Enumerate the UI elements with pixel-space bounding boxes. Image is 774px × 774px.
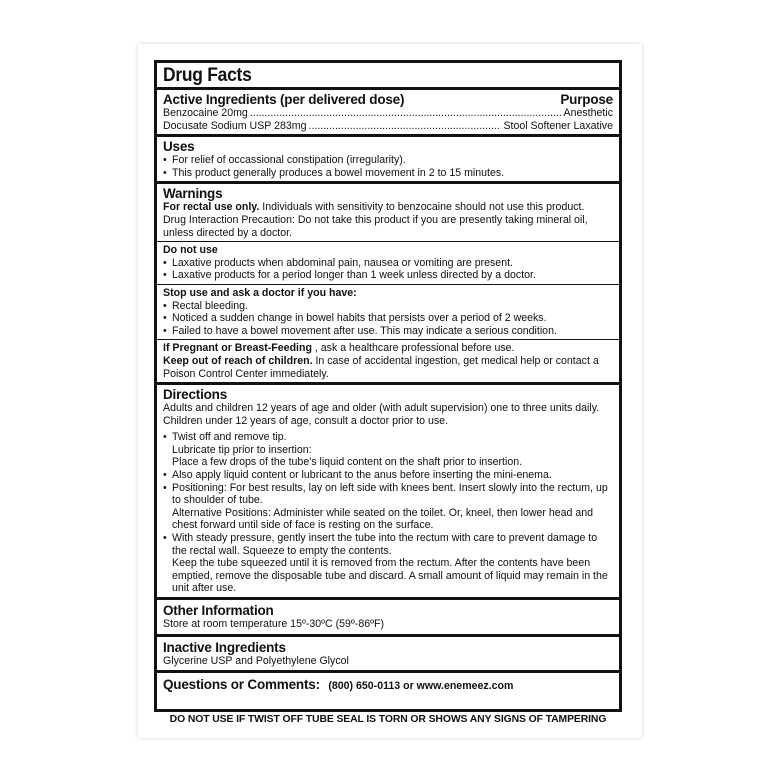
interaction-text: Drug Interaction Precaution: Do not take this product if you are presently taking mineral oil, unless directed by a doctor. [163, 213, 588, 239]
active-ingredients-section [157, 90, 619, 137]
step-line: Alternative Positions: Administer while seated on the toilet. Or, kneel, then lower head and chest forward until side of face is resting on the surface. [172, 506, 594, 532]
inactive-ingredients-header: Inactive Ingredients [163, 639, 286, 655]
list-item: • Rectal bleeding. [163, 299, 248, 312]
title-section [157, 63, 619, 90]
warnings-section [157, 184, 619, 385]
divider [157, 284, 619, 285]
do-not-use-header: Do not use [163, 244, 218, 257]
purpose-header: Purpose [560, 92, 613, 107]
other-information-header: Other Information [163, 603, 274, 618]
ingredient-purpose: Anesthetic [563, 107, 613, 119]
questions-section [157, 673, 619, 696]
drug-facts-panel [154, 60, 622, 712]
list-item: • Failed to have a bowel movement after use. This may indicate a serious condition. [163, 324, 557, 337]
ingredient-row [163, 107, 613, 120]
list-item: • With steady pressure, gently insert the tube into the rectum with care to prevent damage to the rectal wall. Squeeze to empty the contents. [163, 532, 598, 557]
directions-section [157, 385, 619, 600]
list-item: • For relief of occassional constipation (irregularity). [163, 154, 406, 167]
uses-section [157, 137, 619, 184]
step-line: Place a few drops of the tube's liquid content on the shaft prior to insertion. [172, 456, 523, 469]
other-information-section [157, 600, 619, 637]
stop-use-header: Stop use and ask a doctor if you have: [163, 286, 357, 299]
list-item: • Laxative products when abdominal pain, nausea or vomiting are present. [163, 256, 513, 269]
rectal-use-text: For rectal use only. Individuals with sensitivity to benzocaine should not use this product. [163, 201, 585, 214]
directions-header: Directions [163, 387, 228, 403]
questions-header: Questions or Comments: [163, 677, 320, 693]
step-line: Keep the tube squeezed until it is removed from the rectum. After the contents have been emptied, remove the disposable tube and discard. A small amount of liquid may remain in the unit after use. [172, 557, 608, 595]
tamper-warning: DO NOT USE IF TWIST OFF TUBE SEAL IS TORN OR SHOWS ANY SIGNS OF TAMPERING [169, 714, 607, 725]
list-item: • Laxative products for a period longer than 1 week unless directed by a doctor. [163, 269, 536, 282]
dot-leader [250, 107, 562, 120]
inactive-ingredients-text: Glycerine USP and Polyethylene Glycol [163, 654, 349, 667]
ingredient-name: Benzocaine 20mg [163, 107, 248, 119]
directions-intro: Adults and children 12 years of age and older (with adult supervision) one to three units daily. Children under 12 years of age, consult a doctor prior to use. [163, 402, 600, 427]
page-title: Drug Facts [163, 65, 252, 86]
ingredient-row [163, 120, 613, 133]
keep-out-text: Keep out of reach of children. In case of accidental ingestion, get medical help or contact a Poison Control Center immediately. [163, 354, 599, 380]
pregnant-text: If Pregnant or Breast-Feeding , ask a healthcare professional before use. [163, 342, 515, 355]
ingredient-name: Docusate Sodium USP 283mg [163, 119, 307, 132]
divider [157, 339, 619, 340]
dot-leader [309, 120, 502, 133]
divider [157, 241, 619, 242]
warnings-header: Warnings [163, 186, 223, 202]
ingredient-purpose: Stool Softener Laxative [503, 119, 613, 132]
active-header-row [163, 92, 613, 107]
active-ingredients-header: Active Ingredients (per delivered dose) [163, 92, 405, 107]
list-item: • This product generally produces a bowel movement in 2 to 15 minutes. [163, 166, 505, 179]
list-item: • Twist off and remove tip. [163, 431, 287, 444]
step-line: Lubricate tip prior to insertion: [172, 443, 312, 456]
contact-text: (800) 650-0113 or www.enemeez.com [328, 680, 514, 693]
inactive-ingredients-section [157, 637, 619, 674]
list-item: • Noticed a sudden change in bowel habits that persists over a period of 2 weeks. [163, 312, 547, 325]
list-item: • Positioning: For best results, lay on left side with knees bent. Insert slowly into the rectum, up to shoulder of tube. [163, 481, 608, 507]
uses-header: Uses [163, 139, 195, 155]
list-item: • Also apply liquid content or lubricant to the anus before inserting the mini-enema. [163, 469, 552, 482]
storage-text: Store at room temperature 15º-30ºC (59º-86ºF) [163, 618, 384, 630]
